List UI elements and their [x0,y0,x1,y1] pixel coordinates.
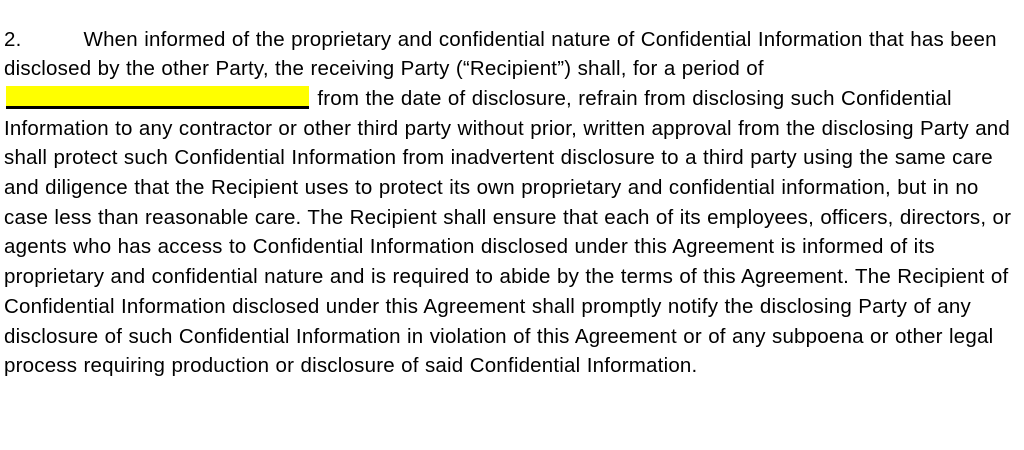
clause-text-after-blank: from the date of disclosure, refrain from disclosing such Confidential Information to any contractor or other third party without prior, written approval from the disclosing Party and shall protect such Confidential Information from inadvertent disclosure to a third party using the same care and diligence that the Recipient uses to protect its own proprietary and confidential information, but in no case less than reasonable care. The Recipient shall ensure that each of its employees, officers, directors, or agents who has access to Confidential Information disclosed under this Agreement is informed of its proprietary and confidential nature and is required to abide by the terms of this Agreement. The Recipient of Confidential Information disclosed under this Agreement shall promptly notify the disclosing Party of any disclosure of such Confidential Information in violation of this Agreement or of any subpoena or other legal process requiring production or disclosure of said Confidential Information. [4,86,1012,378]
clause-text-before-blank: When informed of the proprietary and confidential nature of Confidential Information that has been disclosed by the other Party, the receiving Party (“Recipient”) shall, for a period of [4,27,997,81]
highlighted-blank-field[interactable] [6,86,309,109]
clause-number: 2. [4,27,22,51]
clause-paragraph [4,25,1012,381]
